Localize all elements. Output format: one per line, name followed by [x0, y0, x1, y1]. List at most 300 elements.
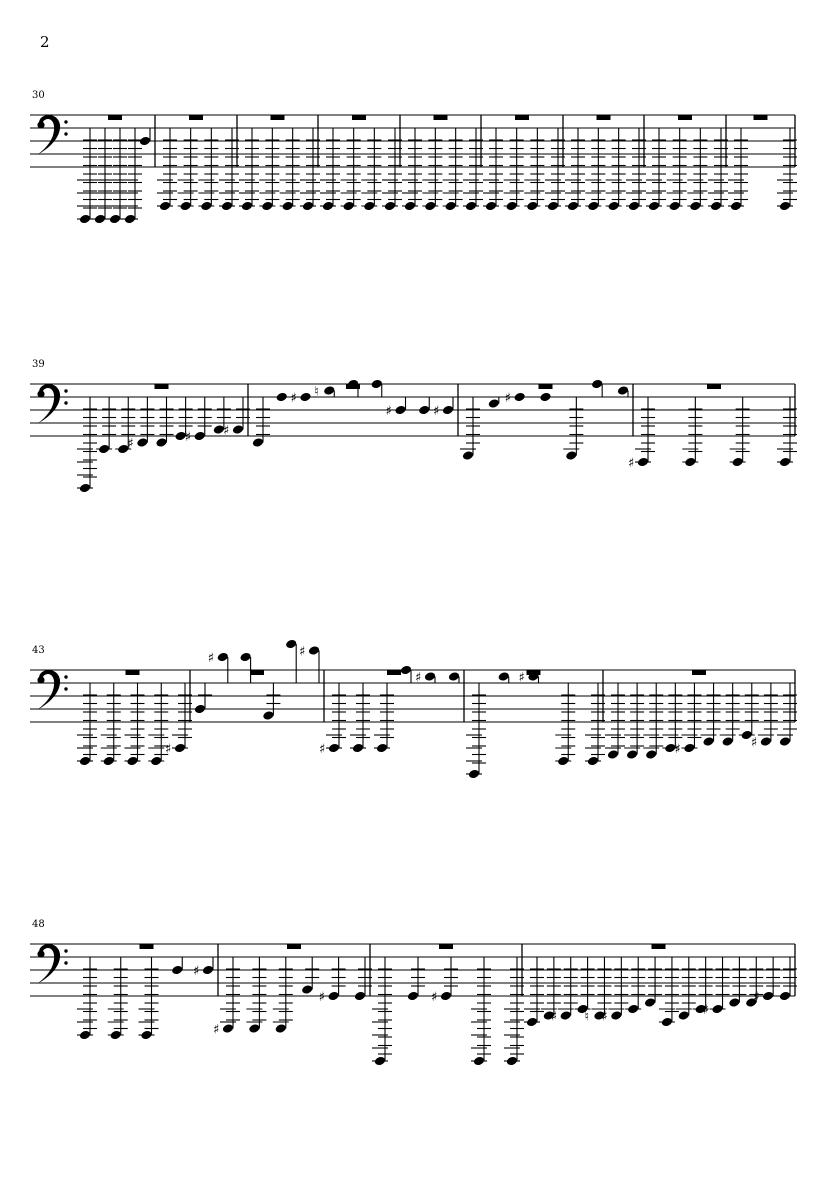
measure [483, 115, 565, 211]
note [386, 397, 407, 419]
note [753, 957, 780, 1005]
note-head [565, 450, 577, 461]
note-head [498, 671, 510, 682]
measure [524, 944, 797, 1027]
note-head [352, 743, 364, 754]
note [382, 128, 402, 211]
sharp-icon: ♯ [184, 430, 192, 445]
note [372, 957, 392, 1066]
note [125, 683, 145, 766]
note-head [79, 756, 91, 767]
note [617, 385, 629, 397]
measure [77, 115, 151, 224]
note-head [526, 201, 538, 212]
measure [466, 670, 605, 779]
note [524, 128, 544, 211]
note-head [644, 997, 656, 1008]
note [483, 128, 503, 211]
note-head [683, 743, 695, 754]
note-head [424, 671, 436, 682]
note [178, 128, 198, 211]
note-head [637, 457, 649, 468]
note-head [668, 201, 680, 212]
note [171, 957, 183, 975]
bass-clef-icon [37, 384, 68, 424]
note-head [628, 201, 640, 212]
note [319, 957, 346, 1005]
sharp-icon: ♯ [223, 423, 230, 439]
note [460, 397, 480, 461]
whole-rest-icon [515, 115, 529, 120]
note-head [194, 431, 206, 442]
note [585, 128, 605, 211]
note-head [607, 201, 619, 212]
note [601, 957, 628, 1025]
note [563, 397, 583, 461]
sharp-icon: ♯ [290, 391, 297, 406]
note-head [200, 201, 212, 212]
note-head [779, 457, 791, 468]
note [77, 128, 97, 224]
note-head [174, 743, 186, 754]
note [471, 957, 491, 1066]
whole-rest-icon [434, 115, 448, 120]
whole-rest-icon [439, 944, 453, 949]
note-head [610, 1010, 622, 1021]
note [777, 128, 797, 211]
note-head [485, 201, 497, 212]
note [402, 128, 422, 211]
note-head [262, 710, 274, 721]
note [505, 391, 526, 406]
note-head [202, 965, 214, 976]
note [728, 128, 748, 211]
sharp-icon: ♯ [753, 990, 760, 1005]
note [751, 683, 778, 751]
whole-rest-icon [108, 115, 122, 120]
note [77, 397, 97, 493]
note-head [159, 201, 171, 212]
note [667, 128, 687, 211]
note-head [506, 1056, 518, 1067]
note-head [94, 214, 106, 225]
sharp-icon: ♯ [750, 735, 758, 751]
note-head [221, 201, 233, 212]
measure [239, 115, 320, 211]
measure [319, 665, 460, 757]
note [448, 671, 460, 683]
note-head [222, 1023, 234, 1034]
note-head [322, 201, 334, 212]
note [291, 391, 312, 406]
note-head [591, 379, 603, 390]
note [165, 683, 192, 757]
whole-rest-icon [707, 384, 721, 389]
note [779, 957, 797, 1001]
note [219, 128, 239, 211]
whole-rest-icon [189, 115, 203, 120]
sharp-icon: ♯ [319, 742, 326, 757]
whole-rest-icon [754, 115, 768, 120]
bass-clef-icon [37, 670, 68, 710]
note-head [513, 392, 525, 403]
note [628, 397, 655, 471]
sharp-icon: ♯ [628, 456, 635, 471]
note [591, 379, 603, 397]
note-head [645, 749, 657, 760]
note [139, 128, 151, 146]
sharp-icon: ♯ [207, 651, 215, 666]
note [301, 957, 319, 995]
measure-number: 43 [32, 645, 45, 656]
note [319, 683, 346, 757]
note [259, 128, 279, 211]
note [498, 671, 510, 683]
whole-rest-icon [539, 384, 553, 389]
measure [402, 115, 483, 211]
note-head [627, 1004, 639, 1015]
note-head [136, 437, 148, 448]
note-head [110, 1030, 122, 1041]
note-head [762, 991, 774, 1002]
note [565, 128, 585, 211]
note-head [526, 1017, 538, 1028]
note [539, 392, 551, 403]
note-head [678, 1010, 690, 1021]
note-head [407, 991, 419, 1002]
note-head [400, 665, 412, 676]
measure [77, 384, 250, 493]
note [703, 957, 730, 1018]
measure [728, 115, 797, 211]
note-head [760, 736, 772, 747]
measure [460, 379, 629, 461]
note-head [779, 736, 791, 747]
measure [157, 115, 239, 211]
note [280, 128, 300, 211]
sharp-icon: ♯ [213, 1022, 220, 1038]
note-head [126, 756, 138, 767]
note-head [323, 385, 335, 396]
note-head [281, 201, 293, 212]
sharp-icon: ♯ [299, 644, 306, 660]
note [431, 957, 458, 1005]
note [646, 128, 666, 211]
note [239, 128, 259, 211]
note [194, 683, 212, 714]
measure [77, 670, 192, 766]
note [127, 397, 154, 452]
note [407, 957, 425, 1001]
note-head [607, 749, 619, 760]
note-head [702, 736, 714, 747]
note [122, 128, 142, 224]
staff-system [30, 359, 797, 493]
note-head [626, 749, 638, 760]
note-head [327, 991, 339, 1002]
note [198, 128, 218, 211]
note [585, 683, 605, 766]
whole-rest-icon [352, 115, 366, 120]
note-head [248, 1023, 260, 1034]
note-head [109, 214, 121, 225]
note-head [547, 201, 559, 212]
note-head [462, 450, 474, 461]
sharp-icon: ♯ [601, 1009, 608, 1025]
note [108, 957, 128, 1040]
note [341, 128, 361, 211]
note [273, 957, 293, 1034]
note [777, 397, 797, 467]
systems [30, 90, 797, 1066]
note [107, 128, 127, 224]
note [720, 683, 740, 747]
natural-icon: ♮ [314, 384, 319, 400]
note-head [539, 392, 551, 403]
note [374, 683, 394, 753]
note-head [394, 405, 406, 416]
measure-number: 39 [32, 359, 45, 370]
note-head [384, 201, 396, 212]
note-head [376, 743, 388, 754]
sharp-icon: ♯ [127, 436, 134, 452]
staff-system [30, 90, 797, 224]
note [208, 651, 229, 683]
note-head [179, 201, 191, 212]
note [551, 957, 578, 1025]
note-head [710, 201, 722, 212]
note-head [241, 201, 253, 212]
whole-rest-icon [140, 944, 154, 949]
note-head [232, 424, 244, 435]
note [77, 957, 97, 1040]
note-head [648, 201, 660, 212]
note [361, 128, 381, 211]
note [252, 397, 270, 448]
note-head [711, 1004, 723, 1015]
note [624, 683, 644, 760]
note-head [418, 405, 430, 416]
note-head [440, 991, 452, 1002]
note [246, 957, 266, 1034]
note-head [731, 457, 743, 468]
note-head [124, 214, 136, 225]
note-head [299, 392, 311, 403]
sharp-icon: ♯ [193, 964, 200, 979]
note [155, 397, 173, 448]
note [320, 128, 340, 211]
measure [646, 115, 728, 211]
note [728, 957, 746, 1008]
measure [77, 944, 214, 1040]
note [433, 397, 454, 419]
note [545, 128, 565, 211]
note [354, 957, 372, 1001]
page-number: 2 [40, 33, 50, 51]
note-head [442, 405, 454, 416]
sharp-icon: ♯ [318, 990, 325, 1005]
note [285, 639, 297, 683]
whole-rest-icon [678, 115, 692, 120]
note [213, 957, 240, 1038]
note [687, 128, 707, 211]
measure-number: 48 [32, 919, 45, 930]
note [708, 128, 728, 211]
measure [565, 115, 646, 211]
note-head [140, 1030, 152, 1041]
note-head [448, 671, 460, 682]
note-head [155, 437, 167, 448]
note-head [79, 214, 91, 225]
note [262, 683, 280, 721]
note [300, 128, 320, 211]
note [626, 128, 646, 211]
note-head [617, 385, 629, 396]
whole-rest-icon [387, 670, 401, 675]
note-head [308, 645, 320, 656]
whole-rest-icon [271, 115, 285, 120]
note-head [689, 201, 701, 212]
note-head [730, 201, 742, 212]
measure [320, 115, 402, 211]
whole-rest-icon [597, 115, 611, 120]
note [644, 957, 662, 1008]
whole-rest-icon [287, 944, 301, 949]
note-head [363, 201, 375, 212]
note [101, 683, 121, 766]
note-head [557, 756, 569, 767]
whole-rest-icon [652, 944, 666, 949]
note [422, 128, 442, 211]
note-head [285, 639, 297, 650]
note-head [79, 483, 91, 494]
note-head [302, 201, 314, 212]
note-head [684, 457, 696, 468]
note-head [239, 652, 251, 663]
note-head [505, 201, 517, 212]
note-head [465, 201, 477, 212]
note [371, 379, 383, 397]
note [92, 128, 112, 224]
note-head [587, 201, 599, 212]
note-head [342, 201, 354, 212]
note [659, 957, 679, 1027]
note-head [276, 392, 288, 403]
bass-clef-icon [37, 944, 68, 984]
sharp-icon: ♯ [433, 404, 440, 419]
note [643, 683, 663, 760]
note-head [217, 652, 229, 663]
note-head [301, 984, 313, 995]
note [605, 683, 625, 760]
note-head [424, 201, 436, 212]
note [739, 683, 759, 740]
note [77, 683, 97, 766]
sharp-icon: ♯ [415, 670, 422, 686]
note [555, 683, 575, 766]
note [701, 683, 721, 747]
note-head [261, 201, 273, 212]
note-head [139, 136, 151, 147]
note [777, 683, 797, 747]
sharp-icon: ♯ [550, 1009, 558, 1025]
measure [194, 639, 320, 721]
sharp-icon: ♯ [385, 404, 392, 419]
note-head [171, 965, 183, 976]
note [299, 645, 320, 684]
note-head [194, 704, 206, 715]
note-head [488, 398, 500, 409]
note [239, 652, 251, 683]
note [606, 128, 626, 211]
measure [605, 670, 797, 760]
note-head [374, 1056, 386, 1067]
note [504, 957, 524, 1066]
note [185, 397, 212, 445]
note [418, 397, 430, 415]
note [524, 957, 544, 1027]
note [400, 665, 412, 683]
note-head [567, 201, 579, 212]
note-head [150, 756, 162, 767]
natural-icon: ♮ [584, 1009, 590, 1025]
note-head [275, 1023, 287, 1034]
note [276, 392, 288, 403]
note-head [779, 201, 791, 212]
note [488, 397, 500, 409]
note-head [587, 756, 599, 767]
measure [213, 944, 372, 1038]
note-head [404, 201, 416, 212]
sharp-icon: ♯ [702, 1003, 709, 1018]
note [443, 128, 463, 211]
bass-clef-icon [37, 115, 68, 155]
note-head [98, 444, 110, 455]
note [463, 128, 483, 211]
whole-rest-icon [692, 670, 706, 675]
note [730, 397, 750, 467]
note-head [103, 756, 115, 767]
note-head [468, 769, 480, 780]
whole-rest-icon [250, 670, 264, 675]
staff-system [30, 639, 797, 780]
note [139, 957, 159, 1040]
note-head [473, 1056, 485, 1067]
measure [372, 944, 524, 1066]
whole-rest-icon [155, 384, 169, 389]
note-head [721, 736, 733, 747]
note [157, 128, 177, 211]
note [193, 957, 214, 979]
sharp-icon: ♯ [165, 742, 172, 757]
measure [252, 379, 454, 448]
note-head [328, 743, 340, 754]
note-head [779, 991, 791, 1002]
measure-number: 30 [32, 90, 45, 101]
whole-rest-icon [126, 670, 140, 675]
note [96, 397, 116, 454]
note-head [79, 1030, 91, 1041]
sharp-icon: ♯ [504, 391, 511, 406]
note-head [661, 1017, 673, 1028]
sharp-icon: ♯ [431, 990, 438, 1005]
note-head [354, 991, 366, 1002]
note [682, 397, 702, 467]
note [504, 128, 524, 211]
note [466, 683, 486, 779]
staff-system [30, 919, 797, 1066]
sharp-icon: ♯ [518, 670, 525, 686]
